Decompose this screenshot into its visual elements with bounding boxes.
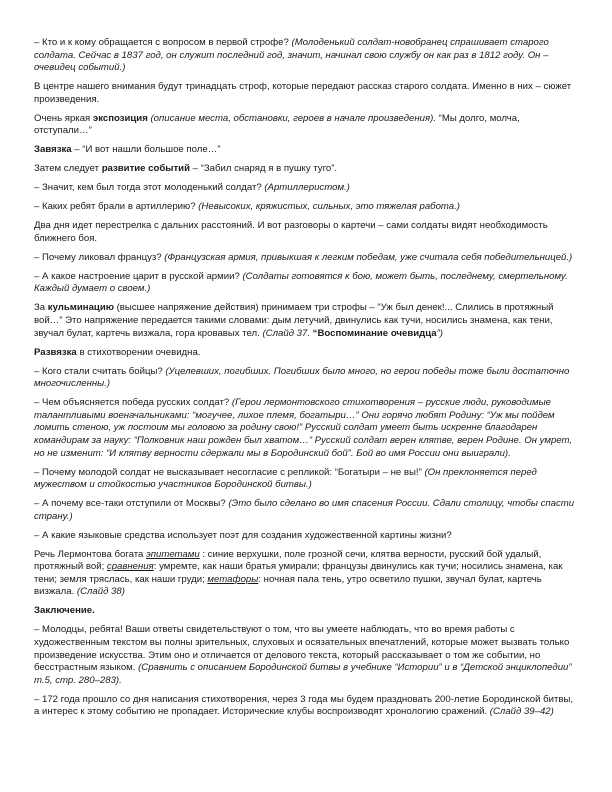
paragraph <box>34 366 580 391</box>
text-run: – Чем объясняется победа русских солдат? <box>34 397 232 409</box>
underlined-term: метафоры <box>207 573 259 585</box>
document-page <box>34 37 580 725</box>
paragraph <box>34 163 580 176</box>
paragraph <box>34 302 580 340</box>
bold-term: Завязка <box>34 144 72 156</box>
text-run: – А почему все-таки отступили от Москвы? <box>34 498 229 510</box>
text-run: – Молодцы, ребята! Ваши ответы свидетельствуют о том, что вы умеете наблюдать, что во время работы с художественным текстом вы полны зрительных, слуховых и осязательных впечатлений, которые может вызвать только произведение искусства. Этим оно и отличается от делового текста, который рассказывает о том же событии, но бесстрастным языком. <box>34 624 570 674</box>
text-run: – Почему молодой солдат не высказывает несогласие с репликой: “Богатыри – не вы!” <box>34 466 425 478</box>
italic-answer: (Герои лермонтовского стихотворения – русские люди, руководимые талантливыми военачальниками: “могучее, лихое племя, богатыри…” Они горячо любят Родину: “Уж мы пойдем ломить стеною, уж постоим мы головою за родину свою!” Русский солдат умеет быть искренне благодарен командирам за науку: “Полковник наш рожден был хватом…” Русский солдат верен клятве, верен Родине. Он умрет, но не изменит: “И клятву верности сдержали мы в Бородинский бой”. Бой во имя России они выиграли). <box>34 397 573 459</box>
text-run: – Кого стали считать бойцы? <box>34 365 166 377</box>
text-run: Очень яркая <box>34 112 93 124</box>
paragraph <box>34 605 580 618</box>
paragraph <box>34 182 580 195</box>
paragraph <box>34 467 580 492</box>
italic-answer: (Сравнить с описанием Бородинской битвы в учебнике “Истории” и в “Детской энциклопедии” т.5, стр. 280–283). <box>34 662 572 686</box>
bold-term: Заключение. <box>34 605 95 617</box>
text-run: – Значит, кем был тогда этот молоденький солдат? <box>34 182 265 194</box>
bold-term: Развязка <box>34 346 77 358</box>
underlined-term: эпитетами <box>146 548 200 560</box>
text-run: – “И вот нашли большое поле…” <box>71 144 221 156</box>
bold-term: развитие событий <box>101 163 190 175</box>
paragraph <box>34 624 580 687</box>
paragraph <box>34 397 580 460</box>
italic-answer: (описание места, обстановки, героев в начале произведения). <box>150 112 436 124</box>
text-run: – Кто и к кому обращается с вопросом в первой строфе? <box>34 37 292 48</box>
paragraph <box>34 271 580 296</box>
bold-term: экспозиция <box>92 112 148 124</box>
text-run: : синие верхушки, поле грозной сечи, клятва верности, русский бой удалый, протяжный вой; <box>34 548 542 573</box>
underlined-term: сравнения <box>106 561 154 573</box>
paragraph <box>34 694 580 719</box>
paragraph <box>34 144 580 157</box>
text-run: – Каких ребят брали в артиллерию? <box>34 201 199 213</box>
italic-answer: (Солдаты готовятся к бою, может быть, последнему, смертельному. Каждый думает о своем.) <box>34 270 568 295</box>
text-run: в стихотворении очевидна. <box>76 346 201 358</box>
italic-answer: (Невысоких, кряжистых, сильных, это тяжелая работа.) <box>198 201 460 213</box>
paragraph <box>34 220 580 245</box>
paragraph <box>34 530 580 543</box>
bold-term: “Воспоминание очевидца <box>312 327 437 339</box>
paragraph <box>34 252 580 265</box>
paragraph <box>34 81 580 106</box>
text-run: “Мы долго, молча, отступали…” <box>34 112 520 137</box>
paragraph <box>34 549 580 599</box>
italic-answer: (Слайд 39–42) <box>489 706 554 718</box>
text-run: – Почему ликовал француз? <box>34 251 165 263</box>
italic-answer: (Слайд 37. <box>262 327 313 339</box>
italic-answer: (Он преклоняется перед мужеством и стойкостью участников Бородинской битвы.) <box>34 466 537 491</box>
text-run: Два дня идет перестрелка с дальних расстояний. И вот разговоры о картечи – сами солдаты видят необходимость ближнего боя. <box>34 220 548 244</box>
text-run: За <box>34 302 48 314</box>
italic-answer: ”) <box>436 327 443 339</box>
italic-answer: (Молоденький солдат-новобранец спрашивает старого солдата. Сейчас в 1837 год, он служит последний год, значит, начинал свою службу он как раз в 1812 году. Он – очевидец событий.) <box>34 37 549 74</box>
italic-answer: (Слайд 38) <box>76 586 125 598</box>
italic-answer: (Это было сделано во имя спасения России. Сдали столицу, чтобы спасти страну.) <box>34 498 575 522</box>
text-run: – “Забил снаряд я в пушку туго”. <box>189 163 338 175</box>
paragraph <box>34 347 580 360</box>
text-run: В центре нашего внимания будут тринадцать строф, которые передают рассказ старого солдата. Именно в них – сюжет произведения. <box>34 81 572 105</box>
text-run: (высшее напряжение действия) принимаем три строфы – “Уж был денек!... Слились в протяжный вой…” Это напряжение передается такими словами: дым летучий, двинулись как тучи, носились знамена, как тени, звучал булат, картечь визжала, гора кровавых тел. <box>34 302 554 339</box>
paragraph <box>34 498 580 523</box>
text-run: – А какое настроение царит в русской армии? <box>34 270 243 282</box>
text-run: – А какие языковые средства использует поэт для создания художественной картины жизни? <box>34 529 452 541</box>
italic-answer: (Французская армия, привыкшая к легким победам, уже считала себя победительницей.) <box>164 251 573 263</box>
bold-term: кульминацию <box>47 302 114 314</box>
text-run: : ночная пала тень, утро осветило пушки, звучал булат, картечь визжала. <box>34 573 542 598</box>
paragraph <box>34 113 580 138</box>
paragraph <box>34 37 580 75</box>
paragraph <box>34 201 580 214</box>
text-run: : умремте, как наши братья умирали; французы двинулись как тучи; носились знамена, как тени; земля тряслась, как наши груди; <box>34 561 563 585</box>
text-run: – 172 года прошло со дня написания стихотворения, через 3 года мы будем праздновать 200-летие Бородинской битвы, а интерес к этому событию не пропадает. Исторические клубы воспроизводят хронологию сражений. <box>34 693 574 718</box>
italic-answer: (Артиллеристом.) <box>264 182 350 194</box>
italic-answer: (Уцелевших, погибших. Погибших было много, но герои победы тоже были достаточно многочисленны.) <box>34 365 570 390</box>
text-run: Затем следует <box>34 163 102 175</box>
text-run: Речь Лермонтова богата <box>34 548 146 560</box>
